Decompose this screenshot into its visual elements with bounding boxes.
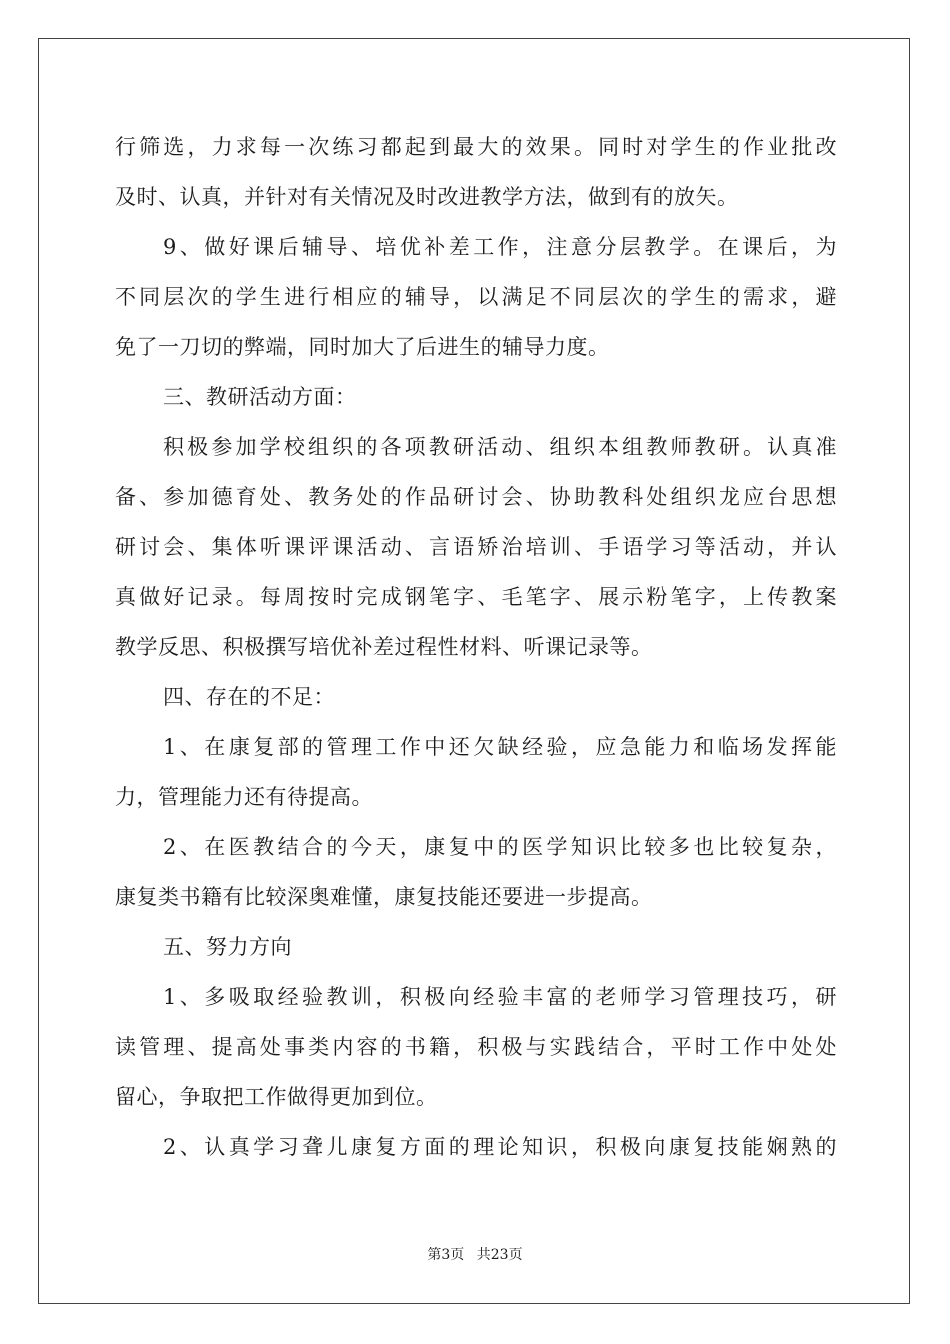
text-line: 力，管理能力还有待提高。 (115, 785, 373, 809)
text-line: 2、认真学习聋儿康复方面的理论知识，积极向康复技能娴熟的 (163, 1135, 837, 1159)
section-heading: 五、努力方向 (163, 935, 292, 959)
document-body (115, 122, 837, 1172)
text-line: 9、做好课后辅导、培优补差工作，注意分层教学。在课后，为 (163, 235, 837, 259)
page-footer (0, 1244, 950, 1264)
section-heading: 四、存在的不足： (163, 685, 335, 709)
text-line: 积极参加学校组织的各项教研活动、组织本组教师教研。认真准 (163, 435, 837, 459)
text-line: 免了一刀切的弊端，同时加大了后进生的辅导力度。 (115, 335, 610, 359)
text-line: 1、在康复部的管理工作中还欠缺经验，应急能力和临场发挥能 (163, 735, 837, 759)
text-line: 及时、认真，并针对有关情况及时改进教学方法，做到有的放矢。 (115, 185, 739, 209)
page-number: 第3页 (427, 1247, 465, 1263)
text-line: 康复类书籍有比较深奥难懂，康复技能还要进一步提高。 (115, 885, 653, 909)
text-line: 真做好记录。每周按时完成钢笔字、毛笔字、展示粉笔字，上传教案 (115, 585, 837, 609)
text-line: 读管理、提高处事类内容的书籍，积极与实践结合，平时工作中处处 (115, 1035, 837, 1059)
text-line: 教学反思、积极撰写培优补差过程性材料、听课记录等。 (115, 635, 653, 659)
page-total: 共23页 (476, 1247, 523, 1263)
section-heading: 三、教研活动方面： (163, 385, 357, 409)
text-line: 不同层次的学生进行相应的辅导，以满足不同层次的学生的需求，避 (115, 285, 837, 309)
text-line: 2、在医教结合的今天，康复中的医学知识比较多也比较复杂， (163, 835, 837, 859)
text-line: 行筛选，力求每一次练习都起到最大的效果。同时对学生的作业批改 (115, 135, 837, 159)
text-line: 留心，争取把工作做得更加到位。 (115, 1085, 438, 1109)
text-line: 研讨会、集体听课评课活动、言语矫治培训、手语学习等活动，并认 (115, 535, 837, 559)
text-line: 1、多吸取经验教训，积极向经验丰富的老师学习管理技巧，研 (163, 985, 837, 1009)
text-line: 备、参加德育处、教务处的作品研讨会、协助教科处组织龙应台思想 (115, 485, 837, 509)
